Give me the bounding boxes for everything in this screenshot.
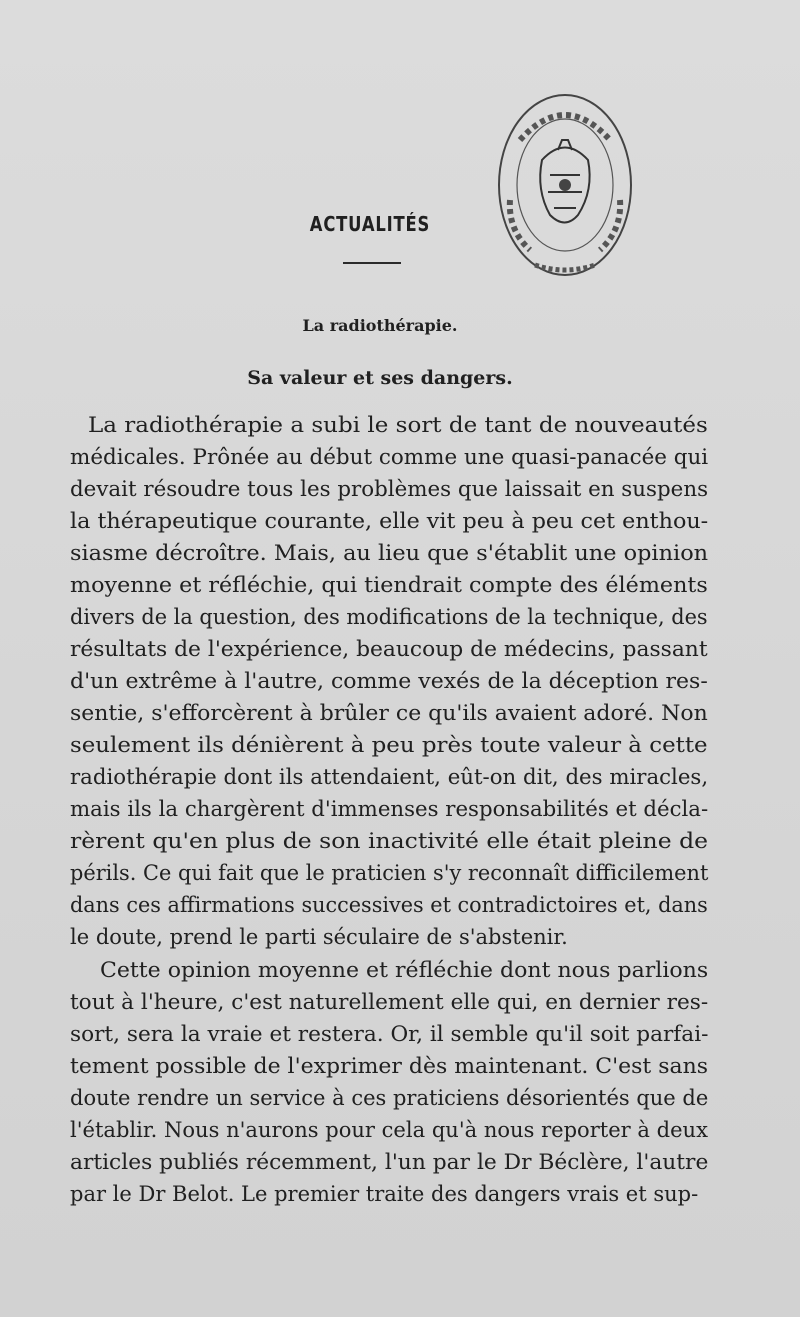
body-line: moyenne et réfléchie, qui tiendrait compte des éléments <box>70 573 708 597</box>
body-line: le doute, prend le parti séculaire de s'abstenir. <box>70 925 568 949</box>
section-heading: ACTUALITÉS <box>309 212 431 236</box>
body-line: résultats de l'expérience, beaucoup de médecins, passant <box>70 637 708 661</box>
body-line: devait résoudre tous les problèmes que laissait en suspens <box>70 477 709 501</box>
body-line: la thérapeutique courante, elle vit peu à peu cet enthou- <box>70 509 709 533</box>
divider <box>343 262 401 264</box>
article-subtitle: Sa valeur et ses dangers. <box>247 367 513 389</box>
body-line: seulement ils dénièrent à peu près toute valeur à cette <box>70 733 708 757</box>
body-line: d'un extrême à l'autre, comme vexés de la déception res- <box>70 669 708 693</box>
library-stamp <box>490 80 650 290</box>
body-line: articles publiés récemment, l'un par le Dr Béclère, l'autre <box>70 1150 709 1174</box>
body-line: périls. Ce qui fait que le praticien s'y reconnaît difficilement <box>70 861 709 885</box>
body-line: dans ces affirmations successives et contradictoires et, dans <box>70 893 708 917</box>
body-line: divers de la question, des modifications de la technique, des <box>70 605 708 629</box>
body-line: doute rendre un service à ces praticiens désorientés que de <box>70 1086 709 1110</box>
body-line: rèrent qu'en plus de son inactivité elle était pleine de <box>70 829 709 853</box>
body-line: radiothérapie dont ils attendaient, eût-on dit, des miracles, <box>70 765 709 789</box>
body-line: mais ils la chargèrent d'immenses responsabilités et décla- <box>70 797 709 821</box>
body-line: par le Dr Belot. Le premier traite des dangers vrais et sup- <box>70 1182 699 1206</box>
body-line: l'établir. Nous n'aurons pour cela qu'à nous reporter à deux <box>70 1118 708 1142</box>
body-line: Cette opinion moyenne et réfléchie dont nous parlions <box>100 958 709 982</box>
body-line: sort, sera la vraie et restera. Or, il semble qu'il soit parfai- <box>70 1022 709 1046</box>
stamp-seal-icon <box>490 80 650 290</box>
article-title: La radiothérapie. <box>302 316 458 335</box>
body-line: médicales. Prônée au début comme une quasi-panacée qui <box>70 445 709 469</box>
body-line: tout à l'heure, c'est naturellement elle qui, en dernier res- <box>70 990 709 1014</box>
body-line: tement possible de l'exprimer dès maintenant. C'est sans <box>70 1054 709 1078</box>
body-line: sentie, s'efforcèrent à brûler ce qu'ils avaient adoré. Non <box>70 701 708 725</box>
body-line: siasme décroître. Mais, au lieu que s'établit une opinion <box>70 541 709 565</box>
body-line: La radiothérapie a subi le sort de tant de nouveautés <box>88 413 708 437</box>
